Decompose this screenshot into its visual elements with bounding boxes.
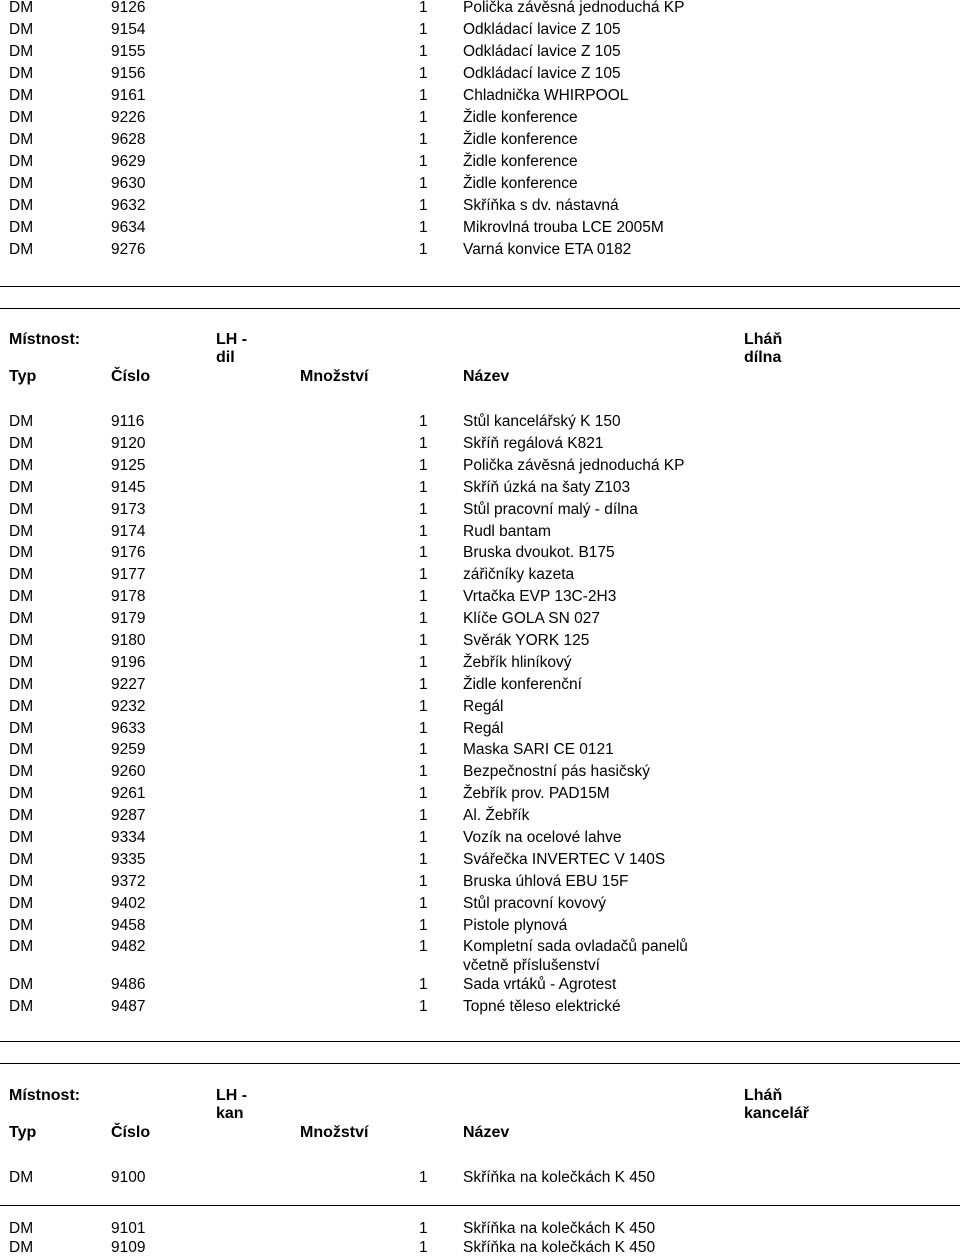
item-typ: DM bbox=[9, 588, 34, 605]
item-mnozstvi: 1 bbox=[419, 197, 428, 214]
item-cislo: 9232 bbox=[111, 698, 146, 715]
item-nazev: Regál bbox=[463, 720, 504, 737]
item-nazev: Žebřík hliníkový bbox=[463, 654, 572, 671]
item-mnozstvi: 1 bbox=[419, 413, 428, 430]
item-nazev: Odkládací lavice Z 105 bbox=[463, 43, 621, 60]
item-cislo: 9372 bbox=[111, 873, 146, 890]
list-item bbox=[0, 609, 960, 629]
lh-value: kan bbox=[216, 1105, 244, 1122]
list-item bbox=[0, 916, 960, 936]
item-cislo: 9126 bbox=[111, 0, 146, 16]
col-nazev: Název bbox=[463, 1124, 510, 1141]
item-nazev: Bruska úhlová EBU 15F bbox=[463, 873, 629, 890]
item-mnozstvi: 1 bbox=[419, 219, 428, 236]
item-cislo: 9177 bbox=[111, 566, 146, 583]
item-nazev: Polička závěsná jednoduchá KP bbox=[463, 0, 685, 16]
item-nazev: Topné těleso elektrické bbox=[463, 998, 621, 1015]
list-item bbox=[0, 434, 960, 454]
item-nazev: Židle konference bbox=[463, 153, 578, 170]
item-mnozstvi: 1 bbox=[419, 1220, 428, 1237]
item-mnozstvi: 1 bbox=[419, 544, 428, 561]
item-nazev: Vrtačka EVP 13C-2H3 bbox=[463, 588, 617, 605]
item-typ: DM bbox=[9, 43, 34, 60]
item-mnozstvi: 1 bbox=[419, 87, 428, 104]
item-typ: DM bbox=[9, 917, 34, 934]
item-typ: DM bbox=[9, 785, 34, 802]
list-item bbox=[0, 240, 960, 260]
item-nazev: Skříňka na kolečkách K 450 bbox=[463, 1220, 656, 1237]
item-cislo: 9630 bbox=[111, 175, 146, 192]
item-mnozstvi: 1 bbox=[419, 998, 428, 1015]
item-cislo: 9482 bbox=[111, 938, 146, 955]
item-mnozstvi: 1 bbox=[419, 938, 428, 955]
section-divider bbox=[0, 1063, 960, 1064]
item-cislo: 9260 bbox=[111, 763, 146, 780]
item-nazev: Stůl pracovní malý - dílna bbox=[463, 501, 638, 518]
item-mnozstvi: 1 bbox=[419, 501, 428, 518]
list-item bbox=[0, 108, 960, 128]
list-item bbox=[0, 784, 960, 804]
item-cislo: 9276 bbox=[111, 241, 146, 258]
col-mnozstvi: Množství bbox=[300, 368, 369, 385]
lhan-label: Lháň bbox=[744, 1087, 783, 1104]
item-mnozstvi: 1 bbox=[419, 763, 428, 780]
item-mnozstvi: 1 bbox=[419, 741, 428, 758]
list-item bbox=[0, 587, 960, 607]
item-typ: DM bbox=[9, 763, 34, 780]
item-typ: DM bbox=[9, 219, 34, 236]
item-mnozstvi: 1 bbox=[419, 851, 428, 868]
list-item bbox=[0, 894, 960, 914]
item-typ: DM bbox=[9, 610, 34, 627]
list-item bbox=[0, 130, 960, 150]
item-mnozstvi: 1 bbox=[419, 566, 428, 583]
item-typ: DM bbox=[9, 544, 34, 561]
item-mnozstvi: 1 bbox=[419, 523, 428, 540]
item-mnozstvi: 1 bbox=[419, 895, 428, 912]
item-mnozstvi: 1 bbox=[419, 153, 428, 170]
lh-label: LH - bbox=[216, 1087, 248, 1104]
item-nazev: Polička závěsná jednoduchá KP bbox=[463, 457, 685, 474]
item-typ: DM bbox=[9, 566, 34, 583]
col-cislo: Číslo bbox=[111, 368, 151, 385]
item-cislo: 9226 bbox=[111, 109, 146, 126]
item-nazev: Židle konference bbox=[463, 175, 578, 192]
item-nazev: Židle konference bbox=[463, 109, 578, 126]
item-cislo: 9402 bbox=[111, 895, 146, 912]
item-nazev: Kompletní sada ovladačů panelů bbox=[463, 938, 688, 955]
item-nazev: Chladnička WHIRPOOL bbox=[463, 87, 629, 104]
col-cislo: Číslo bbox=[111, 1124, 151, 1141]
item-mnozstvi: 1 bbox=[419, 479, 428, 496]
item-cislo: 9227 bbox=[111, 676, 146, 693]
list-item bbox=[0, 1168, 960, 1188]
item-typ: DM bbox=[9, 1239, 34, 1256]
item-nazev: Odkládací lavice Z 105 bbox=[463, 65, 621, 82]
list-item bbox=[0, 500, 960, 520]
item-cislo: 9156 bbox=[111, 65, 146, 82]
item-typ: DM bbox=[9, 654, 34, 671]
item-nazev: Regál bbox=[463, 698, 504, 715]
lh-label: LH - bbox=[216, 331, 248, 348]
item-mnozstvi: 1 bbox=[419, 588, 428, 605]
mistnost-label: Místnost: bbox=[9, 331, 81, 348]
section-divider bbox=[0, 286, 960, 287]
lhan-value: kancelář bbox=[744, 1105, 809, 1122]
item-cislo: 9628 bbox=[111, 131, 146, 148]
item-nazev: Židle konferenční bbox=[463, 676, 582, 693]
lh-value: dil bbox=[216, 349, 235, 366]
list-item bbox=[0, 872, 960, 892]
item-mnozstvi: 1 bbox=[419, 807, 428, 824]
list-item bbox=[0, 850, 960, 870]
item-typ: DM bbox=[9, 0, 34, 16]
item-cislo: 9176 bbox=[111, 544, 146, 561]
list-item bbox=[0, 42, 960, 62]
item-cislo: 9287 bbox=[111, 807, 146, 824]
item-cislo: 9632 bbox=[111, 197, 146, 214]
item-cislo: 9335 bbox=[111, 851, 146, 868]
item-nazev: Bruska dvoukot. B175 bbox=[463, 544, 615, 561]
list-item bbox=[0, 806, 960, 826]
item-typ: DM bbox=[9, 501, 34, 518]
row-divider bbox=[0, 1205, 960, 1206]
list-item bbox=[0, 937, 960, 977]
item-nazev-line2: včetně příslušenství bbox=[463, 957, 600, 974]
item-nazev: Žebřík prov. PAD15M bbox=[463, 785, 610, 802]
item-nazev: Klíče GOLA SN 027 bbox=[463, 610, 600, 627]
item-mnozstvi: 1 bbox=[419, 109, 428, 126]
item-nazev: Svářečka INVERTEC V 140S bbox=[463, 851, 666, 868]
item-nazev: Rudl bantam bbox=[463, 523, 551, 540]
item-typ: DM bbox=[9, 479, 34, 496]
item-nazev: Stůl pracovní kovový bbox=[463, 895, 607, 912]
item-nazev: Pistole plynová bbox=[463, 917, 568, 934]
item-mnozstvi: 1 bbox=[419, 720, 428, 737]
item-nazev: Skříň regálová K821 bbox=[463, 435, 604, 452]
item-cislo: 9161 bbox=[111, 87, 146, 104]
col-typ: Typ bbox=[9, 1124, 37, 1141]
section-divider bbox=[0, 1041, 960, 1042]
item-typ: DM bbox=[9, 21, 34, 38]
item-mnozstvi: 1 bbox=[419, 1239, 428, 1256]
item-nazev: Odkládací lavice Z 105 bbox=[463, 21, 621, 38]
item-cislo: 9154 bbox=[111, 21, 146, 38]
item-cislo: 9109 bbox=[111, 1239, 146, 1256]
item-typ: DM bbox=[9, 676, 34, 693]
item-mnozstvi: 1 bbox=[419, 917, 428, 934]
item-mnozstvi: 1 bbox=[419, 175, 428, 192]
item-typ: DM bbox=[9, 1220, 34, 1237]
list-item bbox=[0, 478, 960, 498]
item-nazev: Svěrák YORK 125 bbox=[463, 632, 590, 649]
col-nazev: Název bbox=[463, 368, 510, 385]
item-cislo: 9125 bbox=[111, 457, 146, 474]
item-typ: DM bbox=[9, 109, 34, 126]
item-typ: DM bbox=[9, 895, 34, 912]
item-mnozstvi: 1 bbox=[419, 1169, 428, 1186]
list-item bbox=[0, 697, 960, 717]
item-typ: DM bbox=[9, 632, 34, 649]
item-cislo: 9155 bbox=[111, 43, 146, 60]
item-typ: DM bbox=[9, 413, 34, 430]
item-cislo: 9173 bbox=[111, 501, 146, 518]
item-mnozstvi: 1 bbox=[419, 241, 428, 258]
item-typ: DM bbox=[9, 65, 34, 82]
item-mnozstvi: 1 bbox=[419, 676, 428, 693]
item-cislo: 9179 bbox=[111, 610, 146, 627]
list-item bbox=[0, 653, 960, 673]
item-typ: DM bbox=[9, 720, 34, 737]
list-item bbox=[0, 975, 960, 995]
item-nazev: Varná konvice ETA 0182 bbox=[463, 241, 632, 258]
list-item bbox=[0, 412, 960, 432]
item-typ: DM bbox=[9, 829, 34, 846]
col-mnozstvi: Množství bbox=[300, 1124, 369, 1141]
item-nazev: Stůl kancelářský K 150 bbox=[463, 413, 621, 430]
list-item bbox=[0, 20, 960, 40]
item-typ: DM bbox=[9, 873, 34, 890]
list-item bbox=[0, 196, 960, 216]
list-item bbox=[0, 675, 960, 695]
item-cislo: 9633 bbox=[111, 720, 146, 737]
item-mnozstvi: 1 bbox=[419, 21, 428, 38]
item-cislo: 9174 bbox=[111, 523, 146, 540]
item-typ: DM bbox=[9, 175, 34, 192]
list-item bbox=[0, 64, 960, 84]
list-item bbox=[0, 762, 960, 782]
list-item bbox=[0, 740, 960, 760]
item-cislo: 9120 bbox=[111, 435, 146, 452]
item-typ: DM bbox=[9, 435, 34, 452]
item-nazev: Maska SARI CE 0121 bbox=[463, 741, 614, 758]
item-cislo: 9178 bbox=[111, 588, 146, 605]
item-typ: DM bbox=[9, 976, 34, 993]
section-divider bbox=[0, 308, 960, 309]
item-typ: DM bbox=[9, 523, 34, 540]
item-typ: DM bbox=[9, 1169, 34, 1186]
list-item bbox=[0, 152, 960, 172]
item-mnozstvi: 1 bbox=[419, 0, 428, 16]
item-typ: DM bbox=[9, 938, 34, 955]
item-typ: DM bbox=[9, 698, 34, 715]
item-nazev: Skříňka s dv. nástavná bbox=[463, 197, 619, 214]
item-typ: DM bbox=[9, 457, 34, 474]
list-item bbox=[0, 543, 960, 563]
item-mnozstvi: 1 bbox=[419, 43, 428, 60]
list-item bbox=[0, 218, 960, 238]
item-cislo: 9629 bbox=[111, 153, 146, 170]
item-typ: DM bbox=[9, 998, 34, 1015]
item-cislo: 9487 bbox=[111, 998, 146, 1015]
item-nazev: Mikrovlná trouba LCE 2005M bbox=[463, 219, 664, 236]
item-mnozstvi: 1 bbox=[419, 435, 428, 452]
item-typ: DM bbox=[9, 241, 34, 258]
item-nazev: Skříňka na kolečkách K 450 bbox=[463, 1239, 656, 1256]
list-item bbox=[0, 456, 960, 476]
item-mnozstvi: 1 bbox=[419, 632, 428, 649]
item-cislo: 9334 bbox=[111, 829, 146, 846]
item-cislo: 9634 bbox=[111, 219, 146, 236]
col-typ: Typ bbox=[9, 368, 37, 385]
item-nazev: Sada vrtáků - Agrotest bbox=[463, 976, 617, 993]
item-cislo: 9100 bbox=[111, 1169, 146, 1186]
item-mnozstvi: 1 bbox=[419, 698, 428, 715]
item-nazev: Skříňka na kolečkách K 450 bbox=[463, 1169, 656, 1186]
list-item bbox=[0, 86, 960, 106]
lhan-label: Lháň bbox=[744, 331, 783, 348]
item-mnozstvi: 1 bbox=[419, 654, 428, 671]
item-cislo: 9196 bbox=[111, 654, 146, 671]
item-mnozstvi: 1 bbox=[419, 873, 428, 890]
list-item bbox=[0, 719, 960, 739]
item-cislo: 9101 bbox=[111, 1220, 146, 1237]
list-item bbox=[0, 565, 960, 585]
lhan-value: dílna bbox=[744, 349, 782, 366]
item-mnozstvi: 1 bbox=[419, 610, 428, 627]
mistnost-label: Místnost: bbox=[9, 1087, 81, 1104]
item-typ: DM bbox=[9, 131, 34, 148]
item-nazev: Skříň úzká na šaty Z103 bbox=[463, 479, 631, 496]
item-nazev: Židle konference bbox=[463, 131, 578, 148]
item-cislo: 9116 bbox=[111, 413, 145, 430]
list-item bbox=[0, 997, 960, 1017]
item-cislo: 9259 bbox=[111, 741, 146, 758]
item-nazev: Al. Žebřík bbox=[463, 807, 530, 824]
item-mnozstvi: 1 bbox=[419, 829, 428, 846]
list-item bbox=[0, 1238, 960, 1258]
item-typ: DM bbox=[9, 87, 34, 104]
item-mnozstvi: 1 bbox=[419, 976, 428, 993]
list-item bbox=[0, 0, 960, 18]
item-mnozstvi: 1 bbox=[419, 65, 428, 82]
item-typ: DM bbox=[9, 197, 34, 214]
item-typ: DM bbox=[9, 741, 34, 758]
item-typ: DM bbox=[9, 807, 34, 824]
list-item bbox=[0, 174, 960, 194]
item-cislo: 9261 bbox=[111, 785, 146, 802]
item-cislo: 9458 bbox=[111, 917, 146, 934]
item-mnozstvi: 1 bbox=[419, 457, 428, 474]
item-nazev: zářičníky kazeta bbox=[463, 566, 575, 583]
item-typ: DM bbox=[9, 153, 34, 170]
list-item bbox=[0, 1219, 960, 1239]
item-cislo: 9180 bbox=[111, 632, 146, 649]
item-cislo: 9486 bbox=[111, 976, 146, 993]
list-item bbox=[0, 828, 960, 848]
list-item bbox=[0, 631, 960, 651]
item-mnozstvi: 1 bbox=[419, 785, 428, 802]
list-item bbox=[0, 522, 960, 542]
item-mnozstvi: 1 bbox=[419, 131, 428, 148]
item-nazev: Vozík na ocelové lahve bbox=[463, 829, 622, 846]
item-nazev: Bezpečnostní pás hasičský bbox=[463, 763, 650, 780]
item-cislo: 9145 bbox=[111, 479, 146, 496]
item-typ: DM bbox=[9, 851, 34, 868]
